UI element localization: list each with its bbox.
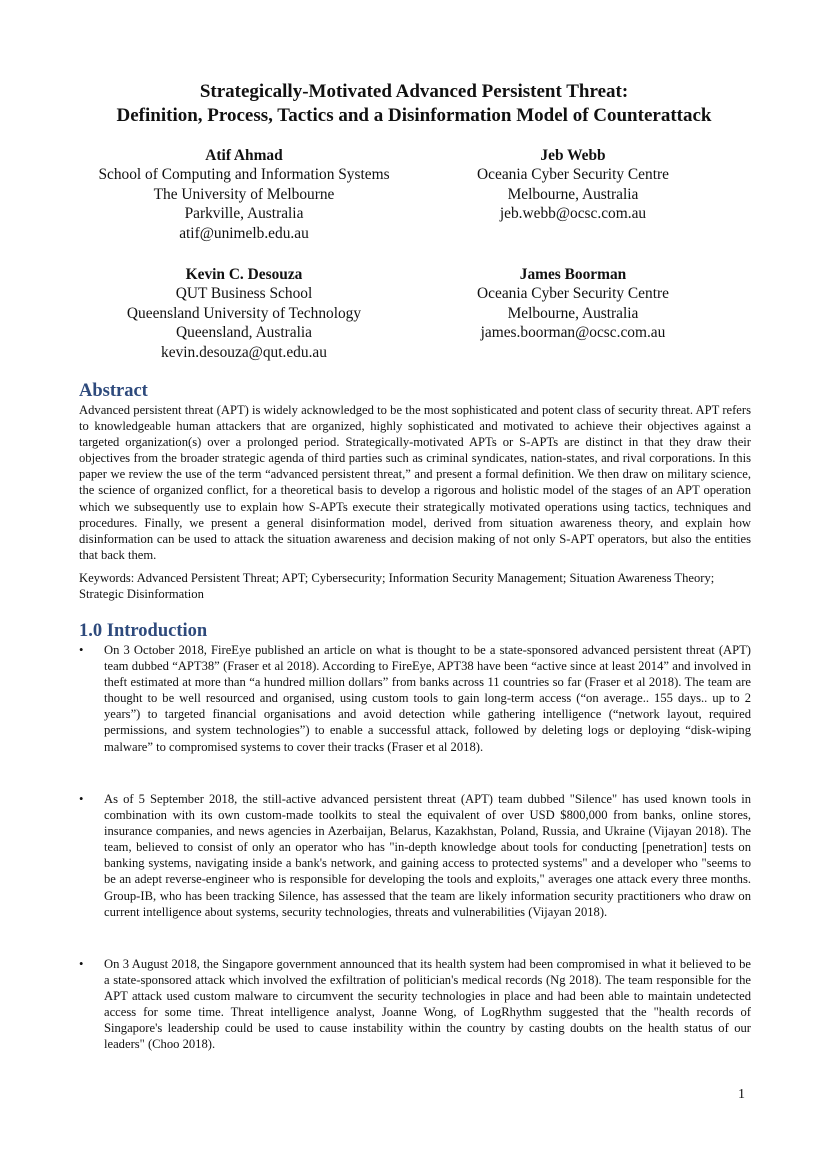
author-email: james.boorman@ocsc.com.au [480,324,666,342]
author-affiliation: Oceania Cyber Security Centre [477,285,669,303]
title-line-1: Strategically-Motivated Advanced Persistent Threat: [199,81,629,102]
introduction-heading: 1.0 Introduction [79,621,208,641]
author-location: Parkville, Australia [184,205,304,223]
author-name: James Boorman [519,266,627,283]
bullet-icon: • [79,643,84,657]
author-location: Melbourne, Australia [507,185,639,203]
list-item [79,791,751,920]
bullet-icon: • [79,957,84,971]
bullet-icon: • [79,792,84,806]
abstract-heading: Abstract [79,381,148,401]
author-affiliation: Oceania Cyber Security Centre [477,166,669,184]
author-block-2 [408,146,738,224]
title-line-2: Definition, Process, Tactics and a Disinformation Model of Counterattack [116,105,712,126]
author-location: Melbourne, Australia [507,304,639,322]
paper-title [40,80,788,128]
author-institution: The University of Melbourne [153,185,335,203]
author-institution: Queensland University of Technology [126,304,362,322]
author-email: jeb.webb@ocsc.com.au [499,205,647,223]
abstract-text: Advanced persistent threat (APT) is widely acknowledged to be the most sophisticated and potent class of security threat. APT refers to knowledgeable human attackers that are organized, highly sophisticated and motivated to achieve their objectives against a targeted organization(s) over a prolonged period. Strategically-motivated APTs or S-APTs are distinct in that they draw their objectives from the broader strategic agenda of third parties such as criminal syndicates, nation-states, and rival corporations. In this paper we review the use of the term “advanced persistent threat,” and present a formal definition. We then draw on military science, the science of organized conflict, for a theoretical basis to develop a rigorous and holistic model of the stages of an APT operation which we subsequently use to explain how S-APTs execute their strategically motivated operations using tactics, techniques and procedures. Finally, we present a general disinformation model, derived from situation awareness theory, and explain how disinformation can be used to attack the situation awareness and decision making of not only S-APT operators, but also the entities that back them. [79,403,751,562]
author-email: atif@unimelb.edu.au [179,224,309,242]
author-name: Jeb Webb [540,147,606,164]
keywords: Keywords: Advanced Persistent Threat; APT; Cybersecurity; Information Security Management; Situation Awareness Theory; Strategic Disinformation [79,571,715,602]
author-name: Kevin C. Desouza [185,266,303,283]
list-item [79,956,751,1053]
author-name: Atif Ahmad [205,147,283,164]
page-number: 1 [738,1087,745,1102]
author-email: kevin.desouza@qut.edu.au [161,343,327,361]
author-affiliation: School of Computing and Information Systems [98,166,390,184]
bullet-text: As of 5 September 2018, the still-active advanced persistent threat (APT) team dubbed "Silence" has used known tools in combination with its own custom-made toolkits to steal the equivalent of over USD $800,000 from banks, online stores, insurance companies, and news agencies in Azerbaijan, Belarus, Kazakhstan, Poland, Russia, and Ukraine (Vijayan 2018). The team, believed to consist of only an operator who has "in-depth knowledge about tools for conducting [penetration] tests on banking systems, navigating inside a bank's network, and gaining access to protected systems" and a developer who "seems to be an adept reverse-engineer who is responsible for developing the tools and exploits," averages one attack every three months. Group-IB, who has been tracking Silence, has assessed that the team are likely information security practitioners who draw on current intelligence about systems, security technologies, threats and vulnerabilities (Vijayan 2018). [104,792,751,919]
author-block-3 [79,265,409,362]
author-affiliation: QUT Business School [175,285,313,303]
author-block-1 [79,146,409,243]
bullet-text: On 3 October 2018, FireEye published an article on what is thought to be a state-sponsored advanced persistent threat (APT) team dubbed “APT38” (Fraser et al 2018). According to FireEye, APT38 have been “active since at least 2014” and involved in theft estimated at more than “a hundred million dollars” from banks across 11 countries so far (Fraser et al 2018). The team are thought to be well resourced and organised, using custom tools to gain long-term access (“on average.. 155 days.. up to 2 years”) to targeted financial organisations and avoid detection while gathering intelligence (“network layout, required permissions, and system technologies”) to enable a successful attack, followed by deleting logs or deploying “disk-wiping malware” to compromised systems to cover their tracks (Fraser et al 2018). [104,643,751,754]
bullet-text: On 3 August 2018, the Singapore government announced that its health system had been compromised in what it believed to be a state-sponsored attack which involved the exfiltration of politician's medical records (Ng 2018). The team responsible for the APT attack used custom malware to circumvent the security technologies in place and had been able to maintain undetected access for some time. Threat intelligence analyst, Joanne Wong, of LogRhythm suggested that the "health records of Singapore's leadership could be used to cause instability within the country by casting doubts on the health status of our leaders" (Choo 2018). [104,957,751,1052]
list-item [79,642,751,755]
author-location: Queensland, Australia [176,324,312,342]
author-block-4 [408,265,738,343]
